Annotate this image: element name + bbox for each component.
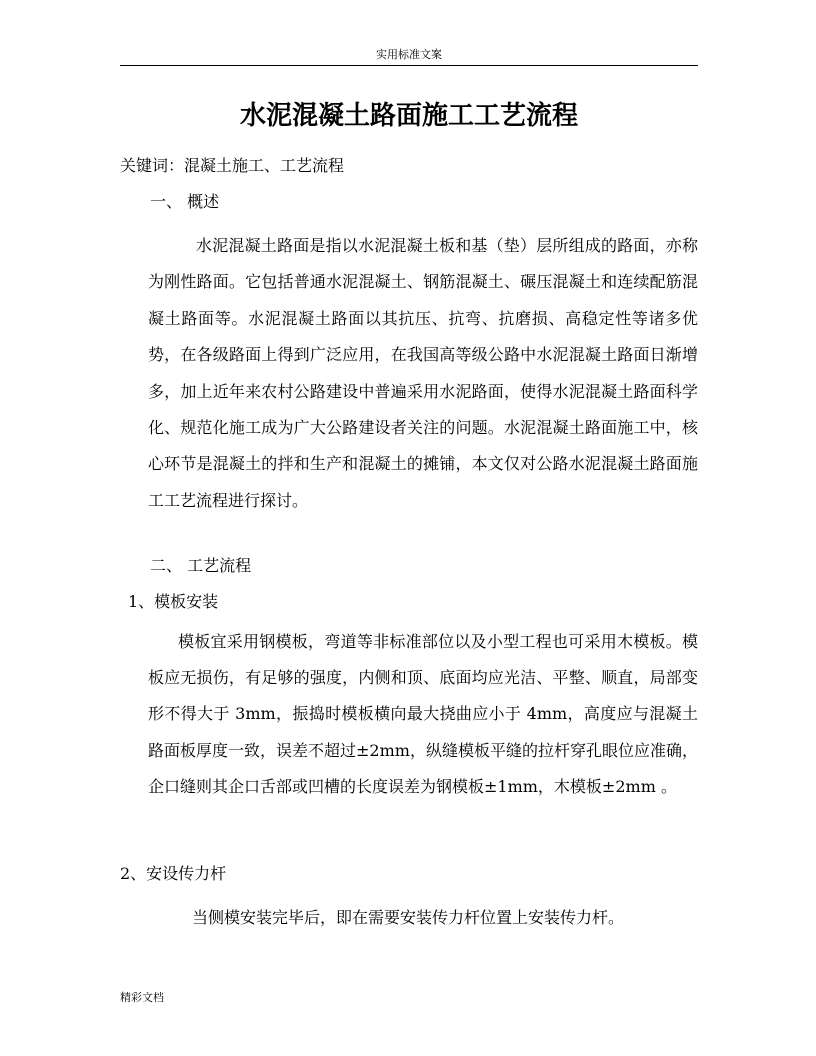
page-footer: 精彩文档 [120, 991, 164, 1004]
subsection-heading-formwork: 1、模板安装 [128, 592, 219, 611]
section-heading-overview: 一、 概述 [150, 192, 220, 211]
formwork-paragraph: 模板宜采用钢模板，弯道等非标准部位以及小型工程也可采用木模板。模板应无损伤，有足够的强度，内侧和顶、底面均应光洁、平整、顺直，局部变形不得大于 3mm，振捣时模板横向最大挠曲应小于 4mm，高度应与混凝土路面板厚度一致，误差不超过±2mm，纵缝模板平缝的拉杆穿孔眼位应准确，企口缝则其企口舌部或凹槽的长度误差为钢模板±1mm，木模板±2mm 。 [148, 632, 698, 796]
overview-paragraph: 水泥混凝土路面是指以水泥混凝土板和基（垫）层所组成的路面，亦称为刚性路面。它包括普通水泥混凝土、钢筋混凝土、碾压混凝土和连续配筋混凝土路面等。水泥混凝土路面以其抗压、抗弯、抗磨损、高稳定性等诸多优势，在各级路面上得到广泛应用，在我国高等级公路中水泥混凝土路面日渐增多，加上近年来农村公路建设中普遍采用水泥路面，使得水泥混凝土路面科学化、规范化施工成为广大公路建设者关注的问题。水泥混凝土路面施工中，核心环节是混凝土的拌和生产和混凝土的摊铺，本文仅对公路水泥混凝土路面施工工艺流程进行探讨。 [148, 236, 698, 510]
section-heading-process: 二、 工艺流程 [150, 556, 252, 575]
keywords-line: 关键词：混凝土施工、工艺流程 [120, 156, 345, 175]
document-title: 水泥混凝土路面施工工艺流程 [239, 101, 578, 131]
page-header: 实用标准文案 [376, 48, 442, 61]
header-divider [120, 65, 698, 66]
subsection-heading-dowel-bars: 2、安设传力杆 [120, 864, 227, 883]
dowel-bars-paragraph: 当侧模安装完毕后，即在需要安装传力杆位置上安装传力杆。 [192, 908, 625, 927]
